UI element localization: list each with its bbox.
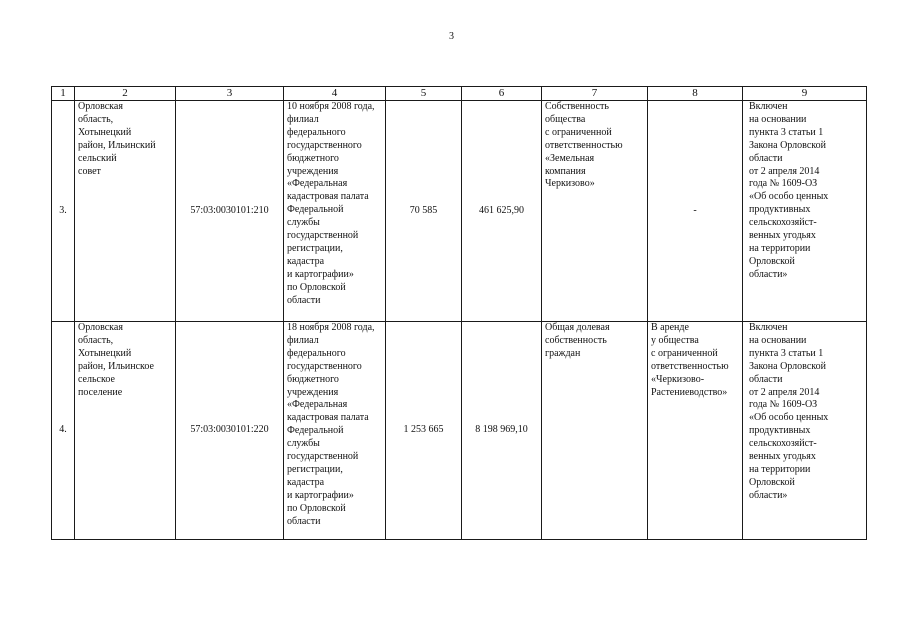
location-cell: Орловская область, Хотынецкий район, Ильинское сельское поселение	[75, 322, 176, 540]
page-number: 3	[449, 31, 454, 42]
registration-cell: 10 ноября 2008 года, филиал федерального государственного бюджетного учреждения «Федеральная кадастровая палата Федеральной службы государственной регистрации, кадастра и картографии» по Орловской области	[284, 101, 386, 322]
column-header-3: 3	[176, 87, 284, 101]
row-number: 3.	[52, 101, 75, 322]
column-header-7: 7	[542, 87, 648, 101]
cadastral-value-cell: 8 198 969,10	[462, 322, 542, 540]
basis-cell: Включен на основании пункта 3 статьи 1 Закона Орловской области от 2 апреля 2014 года № 1609-ОЗ «Об особо ценных продуктивных сельскохозяйст- венных угодьях на территории Орловской области»	[743, 101, 867, 322]
cadastral-number-cell: 57:03:0030101:220	[176, 322, 284, 540]
row-number: 4.	[52, 322, 75, 540]
header-row	[52, 87, 867, 101]
column-header-4: 4	[284, 87, 386, 101]
column-header-9: 9	[743, 87, 867, 101]
column-header-2: 2	[75, 87, 176, 101]
lease-cell: -	[648, 101, 743, 322]
cadastral-number-cell: 57:03:0030101:210	[176, 101, 284, 322]
location-cell: Орловская область, Хотынецкий район, Ильинский сельский совет	[75, 101, 176, 322]
registration-cell: 18 ноября 2008 года, филиал федерального государственного бюджетного учреждения «Федеральная кадастровая палата Федеральной службы государственной регистрации, кадастра и картографии» по Орловской области	[284, 322, 386, 540]
column-header-1: 1	[52, 87, 75, 101]
ownership-cell: Собственность общества с ограниченной ответственностью «Земельная компания Черкизово»	[542, 101, 648, 322]
cadastral-value-cell: 461 625,90	[462, 101, 542, 322]
ownership-cell: Общая долевая собственность граждан	[542, 322, 648, 540]
column-header-8: 8	[648, 87, 743, 101]
column-header-6: 6	[462, 87, 542, 101]
area-cell: 1 253 665	[386, 322, 462, 540]
table-row	[52, 101, 867, 322]
table-row	[52, 322, 867, 540]
basis-cell: Включен на основании пункта 3 статьи 1 Закона Орловской области от 2 апреля 2014 года № 1609-ОЗ «Об особо ценных продуктивных сельскохозяйст- венных угодьях на территории Орловской области»	[743, 322, 867, 540]
land-register-table	[51, 86, 867, 540]
column-header-5: 5	[386, 87, 462, 101]
lease-cell: В аренде у общества с ограниченной ответственностью «Черкизово- Растениеводство»	[648, 322, 743, 540]
area-cell: 70 585	[386, 101, 462, 322]
